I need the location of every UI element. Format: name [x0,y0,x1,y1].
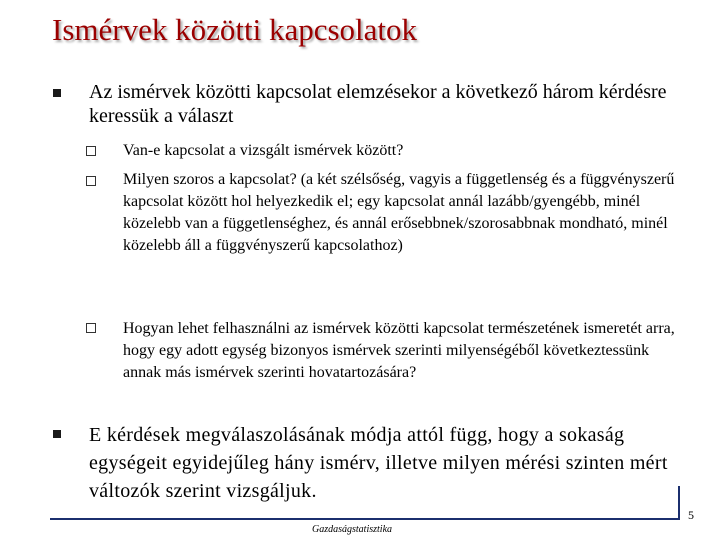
bullet-square-icon [53,89,61,97]
sub-bullet-box-icon [86,146,96,156]
sub-bullet-box-icon [86,176,96,186]
sub-bullet-2: Milyen szoros a kapcsolat? (a két szélsőség, vagyis a függetlenség és a függvényszerű kapcsolat között hol helyezkedik el; egy kapcsolat annál lazább/gyengébb, minél közelebb van a függetlenséghez, és annál erősebbnek/szorosabbnak mondható, minél közelebb áll a függvényszerű kapcsolathoz) [123,171,675,254]
footer-tick [678,486,680,520]
footer-text: Gazdaságstatisztika [312,524,393,535]
main-bullet-1: Az ismérvek közötti kapcsolat elemzésekor a következő három kérdésre keressük a választ [89,81,667,127]
sub-bullet-3: Hogyan lehet felhasználni az ismérvek közötti kapcsolat természetének ismeretét arra, hogy egy adott egység bizonyos ismérvek szerinti milyenségéből következtessünk annak más ismérvek szerinti hovatartozására? [123,320,675,381]
sub-bullet-box-icon [86,323,96,333]
page-title: Ismérvek közötti kapcsolatok [52,12,418,47]
page-number: 5 [688,508,694,522]
sub-bullet-1: Van-e kapcsolat a vizsgált ismérvek között? [123,142,404,159]
footer-line [50,518,678,520]
bullet-square-icon [53,430,61,438]
main-bullet-2: E kérdések megválaszolásának módja attól függ, hogy a sokaság egységeit egyidejűleg hány ismérv, illetve milyen mérési szinten mért változók szerint vizsgáljuk. [89,424,668,502]
